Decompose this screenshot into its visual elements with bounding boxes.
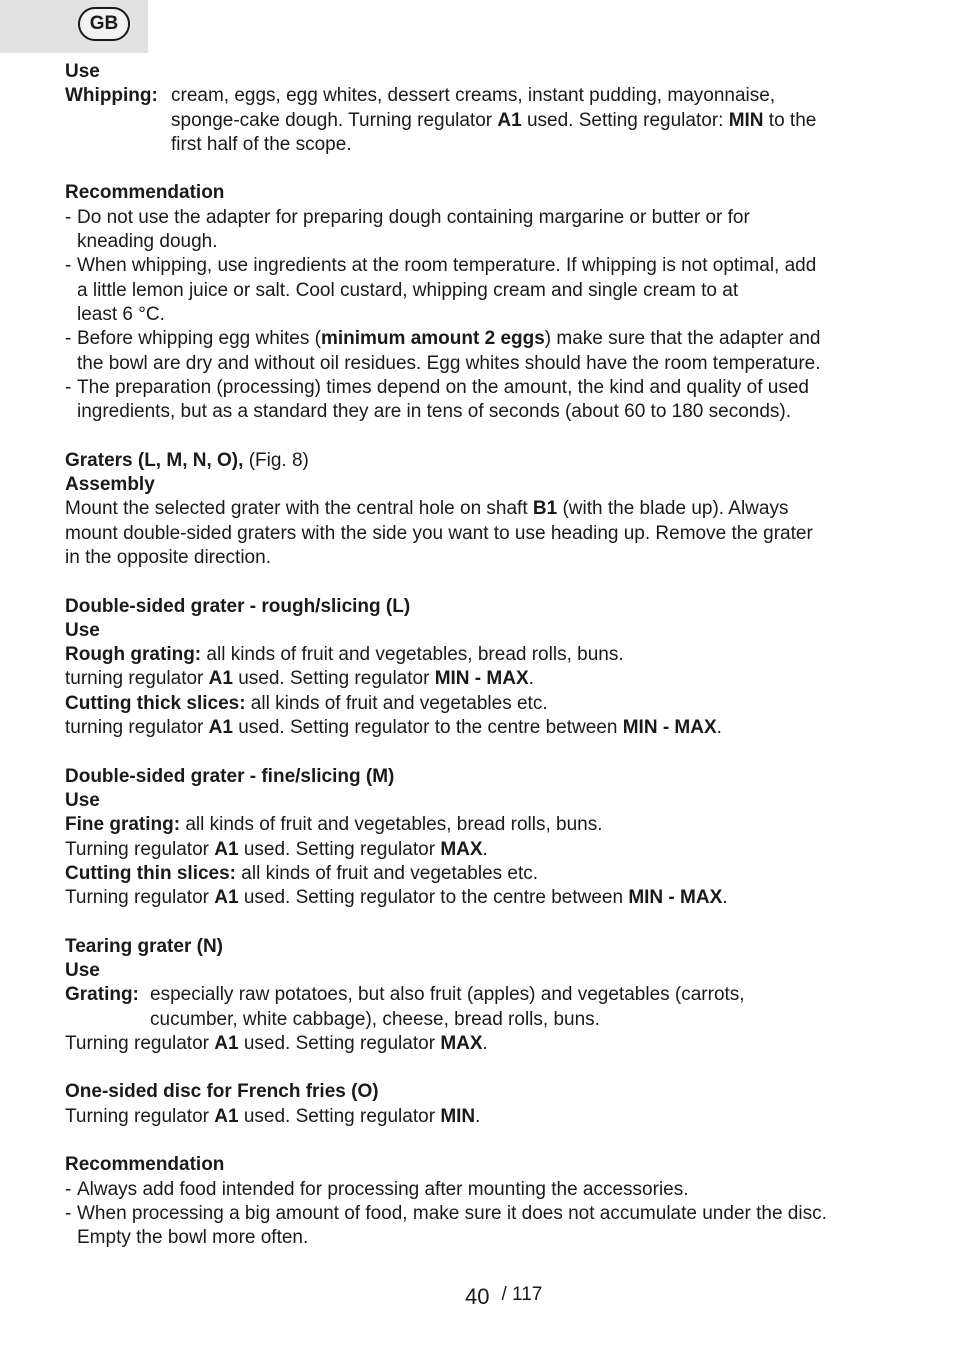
- recommendation-item: - Before whipping egg whites (minimum amount 2 eggs) make sure that the adapter and the bowl are dry and without oil residues. Egg whites should have the room temperature.: [65, 328, 821, 374]
- whipping-paragraph: [65, 84, 895, 157]
- grating-paragraph: Grating: especially raw potatoes, but also fruit (apples) and vegetables (carrots, cucumber, white cabbage), cheese, bread rolls, buns.: [65, 984, 745, 1030]
- text-line: Rough grating: all kinds of fruit and vegetables, bread rolls, buns.: [65, 644, 624, 666]
- recommendation-item: - When whipping, use ingredients at the room temperature. If whipping is not optimal, add a little lemon juice or salt. Cool custard, whipping cream and single cream to at least 6 °C.: [65, 255, 817, 325]
- text-line: Turning regulator A1 used. Setting regulator MAX.: [65, 838, 488, 860]
- graters-heading: Graters (L, M, N, O), (Fig. 8): [65, 449, 309, 471]
- section-heading: Use: [65, 61, 100, 82]
- grater-m-heading: Double-sided grater - fine/slicing (M): [65, 765, 395, 787]
- recommendation-item: - The preparation (processing) times depend on the amount, the kind and quality of used ingredients, but as a standard they are in tens of seconds (about 60 to 180 seconds).: [65, 376, 809, 423]
- recommendation-heading: Recommendation: [65, 1154, 225, 1176]
- text-line: mount double-sided graters with the side you want to use heading up. Remove the grater: [65, 522, 813, 544]
- recommendation-item: - When processing a big amount of food, make sure it does not accumulate under the disc. Empty the bowl more often.: [65, 1202, 827, 1249]
- text-line: Cutting thick slices: all kinds of fruit and vegetables etc.: [65, 692, 548, 714]
- text-line: Turning regulator A1 used. Setting regulator to the centre between MIN - MAX.: [65, 887, 728, 909]
- page-number: 40: [465, 1284, 490, 1309]
- use-heading: Use: [65, 959, 100, 981]
- assembly-heading: Assembly: [65, 474, 155, 496]
- text-line: Cutting thin slices: all kinds of fruit and vegetables etc.: [65, 862, 539, 884]
- text-line: Fine grating: all kinds of fruit and vegetables, bread rolls, buns.: [65, 814, 603, 836]
- text-line: Turning regulator A1 used. Setting regulator MIN.: [65, 1105, 481, 1127]
- text-line: first half of the scope.: [171, 133, 352, 155]
- text-line: turning regulator A1 used. Setting regulator to the centre between MIN - MAX.: [65, 717, 722, 739]
- disc-o-heading: One-sided disc for French fries (O): [65, 1081, 379, 1103]
- text-line: Turning regulator A1 used. Setting regulator MAX.: [65, 1032, 488, 1054]
- page-footer: [465, 1284, 542, 1310]
- text-line: in the opposite direction.: [65, 546, 271, 568]
- text-line: cream, eggs, egg whites, dessert creams, instant pudding, mayonnaise,: [171, 85, 776, 107]
- recommendation-heading: Recommendation: [65, 182, 225, 204]
- use-heading: Use: [65, 789, 100, 811]
- whipping-label: Whipping:: [65, 85, 158, 107]
- page-total: / 117: [501, 1284, 543, 1305]
- grater-n-heading: Tearing grater (N): [65, 935, 224, 957]
- recommendation-item: - Do not use the adapter for preparing dough containing margarine or butter or for kneading dough.: [65, 206, 750, 253]
- grating-label: Grating:: [65, 984, 139, 1006]
- text-line: Mount the selected grater with the central hole on shaft B1 (with the blade up). Always: [65, 498, 789, 520]
- language-badge: GB: [78, 7, 130, 41]
- text-line: turning regulator A1 used. Setting regulator MIN - MAX.: [65, 668, 534, 690]
- use-heading: Use: [65, 619, 100, 641]
- recommendation-item: - Always add food intended for processing after mounting the accessories.: [65, 1178, 689, 1200]
- grater-l-heading: Double-sided grater - rough/slicing (L): [65, 595, 411, 617]
- text-line: sponge-cake dough. Turning regulator A1 used. Setting regulator: MIN to the: [171, 109, 817, 131]
- language-tab: [0, 0, 148, 53]
- page-content: [65, 60, 895, 1251]
